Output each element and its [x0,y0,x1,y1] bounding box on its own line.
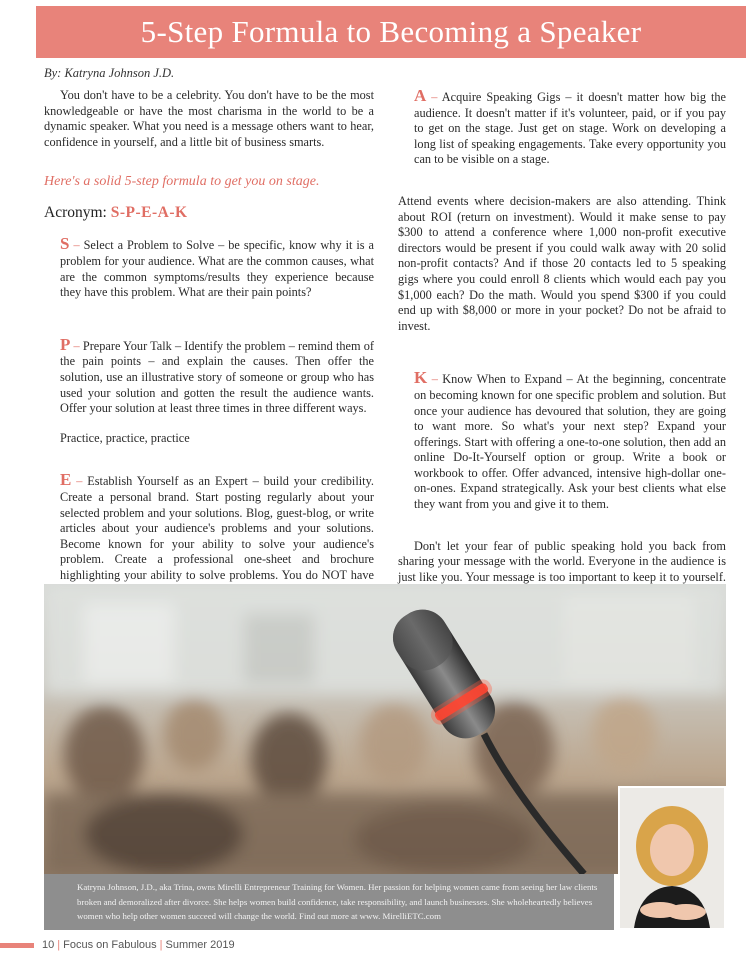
step-text: Prepare Your Talk – Identify the problem – remind them of the pain points – and explain the causes. Then offer the solution, use an illustrative story of someone or group who has used your solution and gotten the result the audience wants. Offer your solution at least three times in three different ways. [60,338,374,416]
left-column [44,88,374,646]
step-letter: A [414,86,427,105]
step-a [398,88,726,168]
author-bio: Katryna Johnson, J.D., aka Trina, owns Mirelli Entrepreneur Training for Women. Her passion for helping women came from seeing her law clients broken and demoralized after divorce. She helps women build confidence, take responsibility, and launch businesses. She wholeheartedly believes women who help other women succeed will change the world. Find out more at www. MirelliETC.com [77,882,598,921]
step-dash: – [427,372,443,387]
step-text: Select a Problem to Solve – be specific, know why it is a problem for your audience. What are the common causes, what are the common symptoms/results they experience because they have this problem. What are their pain points? [60,238,375,300]
step-text: Establish Yourself as an Expert – build your credibility. Create a personal brand. Start posting regularly about your selected problem and your solutions. Blog, guest-blog, or write articles about your audience's problems and your solutions. Become known for your ability to solve your audience's problem. Create a professional one-sheet and brochure highlighting your ability to solve problems. You do NOT have [60,474,375,582]
step-dash: – [71,474,88,489]
page-number: 10 [42,939,55,951]
tagline: Here's a solid 5-step formula to get you on stage. [44,174,320,190]
step-letter: P [60,334,71,354]
acronym-code: S-P-E-A-K [110,204,188,222]
step-letter: S [60,234,70,254]
author-avatar [620,788,724,928]
right-column [398,88,726,601]
magazine-name: Focus on Fabulous [63,939,157,951]
step-dash: – [426,90,442,104]
step-s [44,236,374,300]
step-a-extra: Attend events where decision-makers are also attending. Think about ROI (return on investment). Would it make sense to pay $300 to attend a conference where 1,000 non-profit executive directors would be present if you could walk away with 20 solid non-profit contacts? And if those 20 contacts led to 5 speaking gigs where you could enroll 8 clients which would each pay you $1,000 each? Do the math. Would you spend $300 if you could end up with $8,000 or more in your pocket? Do not be afraid to invest. [398,193,726,333]
closing-paragraph: Don't let your fear of public speaking hold you back from sharing your message with the world. Everyone in the audience is just like you. Your message is too important to keep it to yourself. [398,538,726,584]
issue-name: Summer 2019 [165,939,235,951]
step-k [398,370,726,512]
step-p-extra: Practice, practice, practice [60,430,190,445]
author-portrait [618,786,726,930]
byline: By: Katryna Johnson J.D. [44,66,175,80]
step-dash: – [70,338,83,353]
step-letter: E [60,470,72,490]
step-letter: K [414,368,428,388]
step-dash: – [69,238,84,253]
step-text: Acquire Speaking Gigs – it doesn't matter how big the audience. It doesn't matter if it's volunteer, paid, or if you pay to get on the stage. Just get on stage. Work on developing a long list of speaking engagements. Take every opportunity you can to be visible on a stage. [414,90,726,167]
intro-paragraph: You don't have to be a celebrity. You don't have to be the most knowledgeable or have the most charisma in the world to be a dynamic speaker. What you need is a message others want to hear, confidence in yourself, and a little bit of business smarts. [44,88,374,149]
footer-accent-bar [0,943,34,948]
step-p [44,334,374,417]
acronym-label: Acronym: [44,204,107,222]
article-title: 5-Step Formula to Becoming a Speaker [36,6,746,58]
acronym-heading [44,204,374,222]
footer-text: 10 | Focus on Fabulous | Summer 2019 [42,939,235,951]
step-text: Know When to Expand – At the beginning, concentrate on becoming known for one specific problem and solution. But once your audience has devoured that solution, they are going to want more. So what's your next step? Expand your offerings. Start with offering a one-to-one solution, then add an online Do-It-Yourself option or group. Write a book or workbook to offer. Offer advanced, intensive high-dollar one-on-ones. Expand strategically. Ask your best clients what else they want from you and give it to them. [414,372,726,512]
author-bio-caption [44,874,614,930]
